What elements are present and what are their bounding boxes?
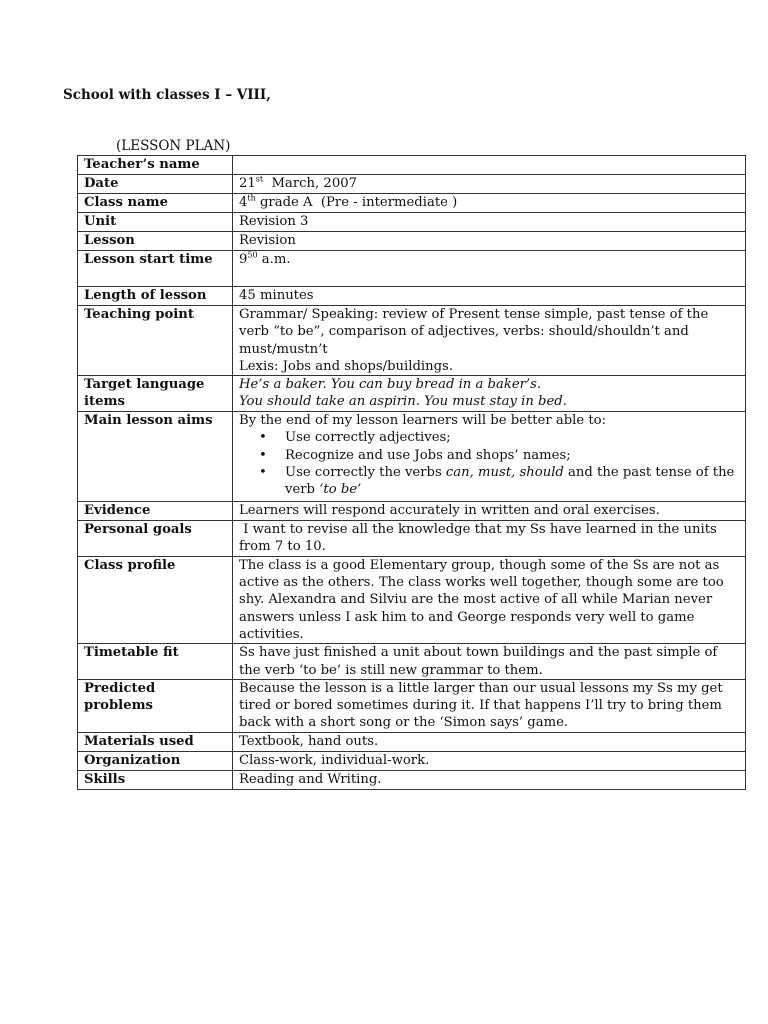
row-organization <box>78 751 746 770</box>
predicted-problems-value: Because the lesson is a little larger than our usual lessons my Ss my get tired or bored sometimes during it. If that happens I’ll try to bring them back with a short song or the ‘Simon says’ game. <box>233 679 746 732</box>
date-label: Date <box>78 175 233 194</box>
aim-item <box>259 429 741 446</box>
row-unit <box>78 213 746 232</box>
class-profile-value: The class is a good Elementary group, though some of the Ss are not as active as the others. The class works well together, though some are too shy. Alexandra and Silviu are the most active of all while Marian never answers unless I ask him to and George responds very well to game activities. <box>233 556 746 643</box>
date-rest: March, 2007 <box>263 176 357 191</box>
row-main-lesson-aims <box>78 412 746 502</box>
start-time-label: Lesson start time <box>78 251 233 287</box>
row-skills <box>78 770 746 789</box>
main-aims-intro: By the end of my lesson learners will be better able to: <box>239 413 607 429</box>
target-language-line-1: He’s a baker. You can buy bread in a baker’s. <box>239 377 542 393</box>
lesson-plan-table <box>77 155 746 790</box>
personal-goals-value: I want to revise all the knowledge that my Ss have learned in the units from 7 to 10. <box>233 521 746 557</box>
school-heading: School with classes I – VIII, <box>63 87 271 103</box>
row-target-language <box>78 376 746 412</box>
bullet-icon: • <box>259 465 267 481</box>
lesson-plan-title: (LESSON PLAN) <box>116 138 231 154</box>
aim-verbs: can, must, should <box>445 465 564 481</box>
evidence-label: Evidence <box>78 502 233 521</box>
row-materials-used <box>78 732 746 751</box>
target-language-line-2: You should take an aspirin. You must stay in bed. <box>239 394 567 410</box>
teaching-point-lexis: Lexis: Jobs and shops/buildings. <box>239 358 454 374</box>
date-day-suffix: st <box>255 174 264 184</box>
aim-text-a: Use correctly the verbs <box>285 465 446 481</box>
bullet-icon: • <box>259 447 267 463</box>
teacher-name-value <box>233 156 746 175</box>
row-personal-goals <box>78 521 746 557</box>
main-aims-label: Main lesson aims <box>78 412 233 502</box>
date-day: 21 <box>239 176 256 191</box>
teaching-point-text: Grammar/ Speaking: review of Present tense simple, past tense of the verb “to be”, comparison of adjectives, verbs: should/shouldn’t and must/mustn’t <box>239 307 709 357</box>
skills-value: Reading and Writing. <box>233 770 746 789</box>
lesson-value: Revision <box>233 232 746 251</box>
row-class-name <box>78 194 746 213</box>
teaching-point-label: Teaching point <box>78 306 233 376</box>
start-time-value <box>233 251 746 287</box>
class-grade-suffix: th <box>247 193 256 203</box>
aim-item <box>259 464 741 499</box>
organization-value: Class-work, individual-work. <box>233 751 746 770</box>
start-hour: 9 <box>239 252 248 267</box>
class-profile-label: Class profile <box>78 556 233 643</box>
row-predicted-problems <box>78 679 746 732</box>
materials-label: Materials used <box>78 732 233 751</box>
teaching-point-value <box>233 306 746 376</box>
row-class-profile <box>78 556 746 643</box>
skills-label: Skills <box>78 770 233 789</box>
start-suffix: a.m. <box>257 252 291 267</box>
class-name-value <box>233 194 746 213</box>
organization-label: Organization <box>78 751 233 770</box>
teacher-name-label: Teacher’s name <box>78 156 233 175</box>
class-name-label: Class name <box>78 194 233 213</box>
bullet-icon: • <box>259 430 267 446</box>
lesson-label: Lesson <box>78 232 233 251</box>
class-grade: 4 <box>239 195 248 210</box>
personal-goals-label: Personal goals <box>78 521 233 557</box>
target-language-value <box>233 376 746 412</box>
class-rest: grade A (Pre - intermediate ) <box>255 195 458 210</box>
row-timetable-fit <box>78 644 746 680</box>
unit-value: Revision 3 <box>233 213 746 232</box>
timetable-fit-label: Timetable fit <box>78 644 233 680</box>
row-lesson <box>78 232 746 251</box>
evidence-value: Learners will respond accurately in written and oral exercises. <box>233 502 746 521</box>
aim-text: Use correctly adjectives; <box>285 430 451 446</box>
row-lesson-start-time <box>78 251 746 287</box>
main-aims-value <box>233 412 746 502</box>
row-evidence <box>78 502 746 521</box>
row-length-of-lesson <box>78 287 746 306</box>
row-teaching-point <box>78 306 746 376</box>
length-label: Length of lesson <box>78 287 233 306</box>
aim-item <box>259 447 741 464</box>
row-teacher-name <box>78 156 746 175</box>
target-language-label: Target language items <box>78 376 233 412</box>
date-value <box>233 175 746 194</box>
start-minutes: 50 <box>247 250 258 260</box>
row-date <box>78 175 746 194</box>
unit-label: Unit <box>78 213 233 232</box>
aim-to-be: ‘to be’ <box>319 482 362 498</box>
length-value: 45 minutes <box>233 287 746 306</box>
materials-value: Textbook, hand outs. <box>233 732 746 751</box>
predicted-problems-label: Predicted problems <box>78 679 233 732</box>
aim-text: Recognize and use Jobs and shops’ names; <box>285 447 571 463</box>
timetable-fit-value: Ss have just finished a unit about town buildings and the past simple of the verb ‘to be’ is still new grammar to them. <box>233 644 746 680</box>
aim-text-b: and the past tense of the verb <box>285 465 739 498</box>
main-aims-list <box>239 429 741 498</box>
